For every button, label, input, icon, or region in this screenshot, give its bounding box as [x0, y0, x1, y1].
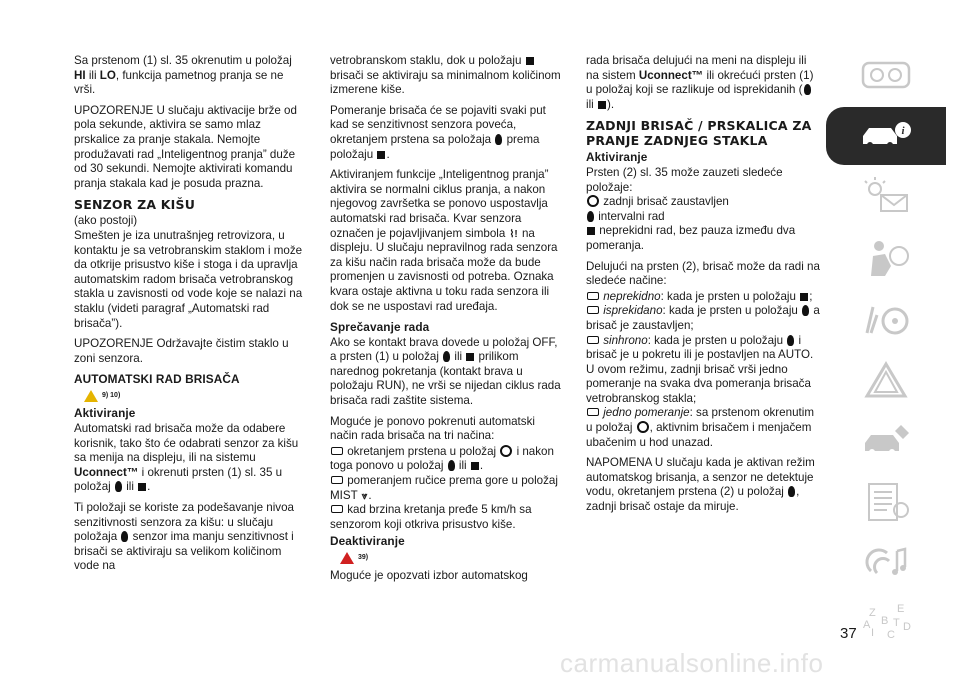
list-item: kad brzina kretanja pređe 5 km/h sa senzorom koji otkriva prisustvo kiše. — [330, 503, 532, 531]
subheading-prevention: Sprečavanje rada — [330, 320, 430, 335]
svg-text:i: i — [901, 125, 905, 137]
paragraph: Prsten (2) sl. 35 može zauzeti sledeće položaje: — [586, 165, 783, 194]
watermark: carmanualsonline.info — [560, 648, 824, 678]
rain-sensor-fault-icon: ⌇! — [509, 228, 518, 240]
nav-emergency[interactable] — [826, 351, 946, 409]
paragraph: Ti položaji se koriste za podešavanje nivoa senzitivnosti senzora za kišu: u slučaju položaja senzor ima manju senzitivnost i brisači se aktiviraju sa velikom količinom vode na — [74, 501, 294, 573]
nav-maintenance[interactable] — [826, 412, 946, 470]
intermittent-drop-icon — [443, 351, 450, 362]
danger-triangle-icon — [340, 552, 354, 564]
nav-multimedia[interactable] — [826, 534, 946, 592]
index-letter: A — [863, 619, 871, 631]
off-ring-icon — [637, 421, 649, 433]
continuous-square-icon — [598, 101, 606, 109]
paragraph: vetrobranskom staklu, dok u položaju brisači se aktiviraju sa minimalnom količinom izmerene kiše. — [330, 54, 561, 97]
index-letter: C — [887, 629, 895, 641]
text-column-1 — [74, 54, 306, 580]
safety-airbag-icon — [857, 236, 915, 280]
list-bullet-icon — [331, 447, 343, 455]
warning-paragraph: UPOZORENJE Održavajte čistim staklo u zoni senzora. — [74, 337, 289, 365]
paragraph: (ako postoji) — [74, 214, 138, 228]
off-ring-icon — [500, 445, 512, 457]
nav-index[interactable] — [826, 595, 946, 653]
list-item: zadnji brisač zaustavljen — [586, 195, 820, 210]
intermittent-drop-icon — [121, 531, 128, 542]
off-ring-icon — [587, 195, 599, 207]
continuous-square-icon — [377, 151, 385, 159]
intermittent-drop-icon — [804, 84, 811, 95]
index-letter: B — [881, 615, 889, 627]
list-item: pomeranjem ručice prema gore u položaj MIST ⩔. — [330, 474, 558, 502]
intermittent-drop-icon — [787, 335, 794, 346]
intermittent-drop-icon — [587, 211, 594, 222]
section-heading-rear-wiper: ZADNJI BRISAČ / PRSKALICA ZA PRANJE ZADNJEG STAKLA — [586, 118, 812, 149]
list-bullet-icon — [331, 476, 343, 484]
subheading-activation: Aktiviranje — [586, 150, 648, 165]
index-letter: T — [893, 617, 900, 629]
paragraph: Sa prstenom (1) sl. 35 okrenutim u položaj HI ili LO, funkcija pametnog pranja se ne vrši. — [74, 54, 292, 97]
text-column-2 — [330, 54, 562, 589]
index-letters-icon — [857, 602, 915, 646]
multimedia-icon — [857, 541, 915, 585]
index-letter: D — [903, 621, 911, 633]
intermittent-drop-icon — [788, 486, 795, 497]
subheading-activation: Aktiviranje — [74, 406, 136, 421]
list-item: neprekidno: kada je prsten u položaju ; — [586, 290, 820, 305]
list-item: intervalni rad — [586, 210, 820, 225]
continuous-square-icon — [587, 227, 595, 235]
lights-mail-icon — [857, 175, 915, 219]
list-item: okretanjem prstena u položaj i nakon toga ponovo u položaj ili . — [330, 444, 554, 473]
warning-reference: 39) — [340, 551, 562, 566]
index-letter: I — [871, 627, 875, 639]
paragraph: Automatski rad brisača može da odabere korisnik, tako što će odabrati senzor za kišu sa menija na displeju, ili na sistemu Uconnect™ i okrenuti prsten (1) sl. 35 u položaj ili . — [74, 422, 299, 494]
nav-safety[interactable] — [826, 229, 946, 287]
paragraph: Moguće je ponovo pokrenuti automatski način rada brisača na tri načina: — [330, 414, 535, 443]
list-bullet-icon — [587, 306, 599, 314]
section-heading-auto-wiper: AUTOMATSKI RAD BRISAČA — [74, 372, 240, 387]
paragraph: Ako se kontakt brava dovede u položaj OFF, a prsten (1) u položaj ili prilikom narednog pokretanja (kontakt brava u položaju RUN), ne vrši se nijedan ciklus rada brisača radi zaštite sistema. — [330, 335, 561, 408]
list-bullet-icon — [331, 505, 343, 513]
index-letter: Z — [869, 607, 876, 619]
paragraph: Aktiviranjem funkcije „Inteligentnog pranja” aktivira se normalni ciklus pranja, a nakon njegovog završetka se ponovo uspostavlja automatski rad brisača. Kvar senzora označen je pojavljivanjem simbola ⌇! na displeju. U slučaju nepravilnog rada senzora za kišu način rada brisača može da bude promenjen u zavisnosti od potreba. Oznaka kvara ostaje aktivna u toku rada senzora ili dok se ne uspostavi rad uređaja. — [330, 168, 558, 313]
paragraph: rada brisača delujući na meni na displeju ili na sistem Uconnect™ ili okrećući prsten (1) u položaj koji se razlikuje od isprekidanih ( ili ). — [586, 54, 814, 111]
list-bullet-icon — [587, 336, 599, 344]
intermittent-drop-icon — [495, 134, 502, 145]
list-bullet-icon — [587, 292, 599, 300]
paragraph: Smešten je iza unutrašnjeg retrovizora, u kontaktu je sa vetrobranskim staklom i može da otkrije prisustvo kiše i stoga i da upravlja automatskim radom brisača vetrobranskog stakla u zavisnosti od vode koje se nalazi na staklu (videti paragraf „Automatski rad brisača”). — [74, 228, 303, 330]
car-info-icon — [857, 114, 915, 158]
continuous-square-icon — [800, 293, 808, 301]
index-letter: E — [897, 603, 905, 615]
continuous-square-icon — [138, 483, 146, 491]
list-item: neprekidni rad, bez pauza između dva pomeranja. — [586, 224, 796, 252]
emergency-triangle-icon — [857, 358, 915, 402]
chapter-navigation — [826, 46, 960, 656]
nav-technical-data[interactable] — [826, 473, 946, 531]
page-number: 37 — [840, 625, 857, 642]
intermittent-drop-icon — [115, 481, 122, 492]
paragraph: Pomeranje brisača će se pojaviti svaki put kad se senzitivnost senzora poveća, okretanjem prstena sa položaja prema položaju . — [330, 103, 546, 161]
list-item: jedno pomeranje: sa prstenom okrenutim u položaj , aktivnim brisačem i menjačem ubačenim u hod unazad. — [586, 406, 814, 449]
intermittent-drop-icon — [448, 460, 455, 471]
nav-driving[interactable] — [826, 290, 946, 348]
list-bullet-icon — [587, 408, 599, 416]
intermittent-drop-icon — [802, 305, 809, 316]
maintenance-car-icon — [857, 419, 915, 463]
continuous-square-icon — [471, 462, 479, 470]
text-column-3 — [586, 54, 820, 521]
continuous-square-icon — [526, 57, 534, 65]
warning-paragraph: UPOZORENJE U slučaju aktivacije brže od pola sekunde, aktivira se samo mlaz prskalice za pranje stakala. Nemojte produžavati rad „Inteligentnog pranja” duže od 30 sekundi. Nemojte aktivirati komandu pranja stakala kad je posuda prazna. — [74, 103, 297, 190]
nav-dashboard[interactable] — [826, 46, 946, 104]
nav-car-info[interactable] — [826, 107, 946, 165]
paragraph: Delujući na prsten (2), brisač može da radi na sledeće načine: — [586, 259, 820, 288]
continuous-square-icon — [466, 353, 474, 361]
list-item: sinhrono: kada je prsten u položaju i brisač je u pokretu ili je postavljen na AUTO. U ovom režimu, zadnji brisač vrši jedno pomeranje na svaka dva pomeranja brisača vetrobranskog stakla; — [586, 333, 814, 405]
warning-triangle-icon — [84, 390, 98, 402]
paragraph: Moguće je opozvati izbor automatskog — [330, 568, 528, 582]
driving-steering-icon — [857, 297, 915, 341]
warning-reference: 9) 10) — [84, 389, 306, 404]
subheading-deactivation: Deaktiviranje — [330, 534, 405, 549]
technical-data-list-icon — [857, 480, 915, 524]
note-paragraph: NAPOMENA U slučaju kada je aktivan režim automatskog brisanja, a senzor ne detektuje vodu, okretanjem prstena (2) u položaj , zadnji brisač ostaje da miruje. — [586, 456, 815, 514]
list-item: isprekidano: kada je prsten u položaju a brisač je zaustavljen; — [586, 304, 820, 332]
mist-icon: ⩔ — [361, 490, 368, 502]
nav-lights-mail[interactable] — [826, 168, 946, 226]
section-heading-rain-sensor: SENZOR ZA KIŠU — [74, 197, 196, 213]
dashboard-icon — [857, 53, 915, 97]
